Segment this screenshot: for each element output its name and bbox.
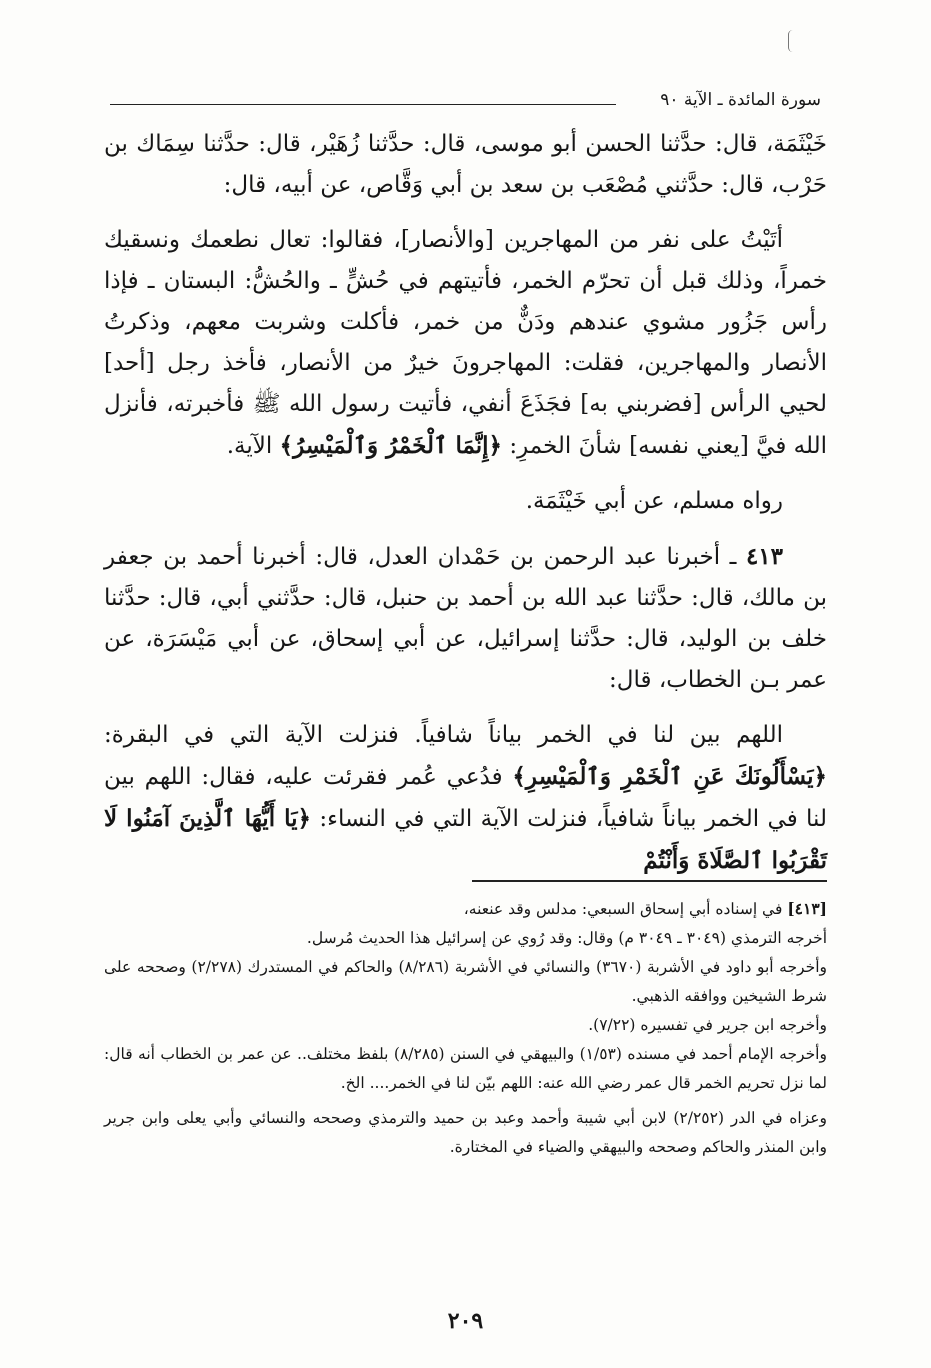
main-text — [104, 124, 827, 882]
paragraph-narration — [104, 220, 827, 467]
hadith-number: ٤١٣ — [745, 543, 784, 570]
narration-text: أتَيْتُ على نفر من المهاجرين [والأنصار]، فقالوا: تعال نطعمك ونسقيك خمراً، وذلك قبل أن تحرّم الخمر، فأتيتهم في حُشٍّ ـ والحُشُّ: البستان ـ فإذا رأس جَزُور مشوي عندهم ودَنٌّ من خمر، فأكلت وشربت معهم، وذكرتُ الأنصار والمهاجرين، فقلت: المهاجرونَ خيرٌ من الأنصار، فأخذ رجل [أحد] لحيي الرأس [فضربني به] فجَذَعَ أنفي، فأتيت رسول الله ﷺ فأخبرته، فأنزل الله فيَّ [يعني نفسه] شأنَ الخمرِ: — [104, 227, 827, 459]
footnote-rule — [472, 880, 827, 882]
footnote-1-text: في إسناده أبي إسحاق السبعي: مدلس وقد عنعنه، — [463, 900, 783, 918]
footnote-1 — [104, 894, 827, 924]
footnote-2: أخرجه الترمذي (٣٠٤٩ ـ ٣٠٤٩ م) وقال: وقد رُوي عن إسرائيل هذا الحديث مُرسل. — [306, 929, 827, 947]
paragraph-isnad: خَيْثَمَة، قال: حدَّثنا الحسن أبو موسى، قال: حدَّثنا زُهَيْر، قال: حدَّثنا سِمَاك بن حَرْب، قال: حدَّثني مُصْعَب بن سعد بن أبي وَقَّاص، عن أبيه، قال: — [104, 131, 827, 198]
footnote-5: وأخرجه الإمام أحمد في مسنده (١/٥٣) والبيهقي في السنن (٨/٢٨٥) بلفظ مختلف.. عن عمر بن الخطاب أنه قال: لما نزل تحريم الخمر قال عمر رضي الله عنه: اللهم بيّن لنا في الخمر.... الخ. — [104, 1045, 827, 1092]
header-rule — [110, 104, 616, 105]
paragraph-umar — [104, 715, 827, 882]
quran-verse: ﴿إِنَّمَا ٱلْخَمْرُ وَٱلْمَيْسِرُ﴾ — [279, 432, 503, 459]
hadith-isnad: ـ أخبرنا عبد الرحمن بن حَمْدان العدل، قال: أخبرنا أحمد بن جعفر بن مالك، قال: حدَّثنا عبد الله بن أحمد بن حنبل، قال: حدَّثني أبي، قال: حدَّثنا خلف بن الوليد، قال: حدَّثنا إسرائيل، عن أبي إسحاق، عن أبي مَيْسَرَة، عن عمر بـن الخطاب، قال: — [104, 544, 827, 693]
narration-end: الآية. — [226, 433, 273, 459]
quran-verse-nisa: ﴿يَا أَيُّهَا ٱلَّذِينَ آمَنُوا لَا تَقْرَبُوا ٱلصَّلَاةَ وَأَنْتُمْ — [104, 805, 827, 874]
paragraph-hadith-413 — [104, 536, 827, 701]
umar-text-b: فدُعي عُمر فقرئت عليه، فقال: اللهم بين لنا في الخمر بياناً شافياً، فنزلت الآية التي في النساء: — [104, 764, 828, 832]
footnote-3: وأخرجه أبو داود في الأشربة (٣٦٧٠) والنسائي في الأشربة (٨/٢٨٦) والحاكم في المستدرك (٢/٢٧٨) وصححه على شرط الشيخين ووافقه الذهبي. — [104, 958, 827, 1005]
quran-verse-baqara: ﴿يَسْأَلُونَكَ عَنِ ٱلْخَمْرِ وَٱلْمَيْسِرِ﴾ — [512, 763, 828, 790]
paragraph-source: رواه مسلم، عن أبي خَيْثَمَة. — [525, 488, 783, 514]
footnotes — [104, 894, 827, 1162]
page-header — [110, 86, 821, 116]
footnote-ref: [٤١٣] — [787, 899, 827, 918]
footnote-6: وعزاه في الدر (٢/٢٥٢) لابن أبي شيبة وأحمد وعبد بن حميد والترمذي وصححه والنسائي وأبي يعلى وابن جرير وابن المنذر والحاكم وصححه والبيهقي والضياء في المختارة. — [104, 1109, 827, 1156]
running-title: سورة المائدة ـ الآية ٩٠ — [660, 90, 821, 110]
scan-mark — [788, 30, 797, 52]
page-number: ٢٠٩ — [447, 1308, 484, 1334]
umar-text-a: اللهم بين لنا في الخمر بياناً شافياً. فنزلت الآية التي في البقرة: — [104, 722, 783, 748]
footnote-4: وأخرجه ابن جرير في تفسيره (٧/٢٢). — [588, 1016, 827, 1034]
